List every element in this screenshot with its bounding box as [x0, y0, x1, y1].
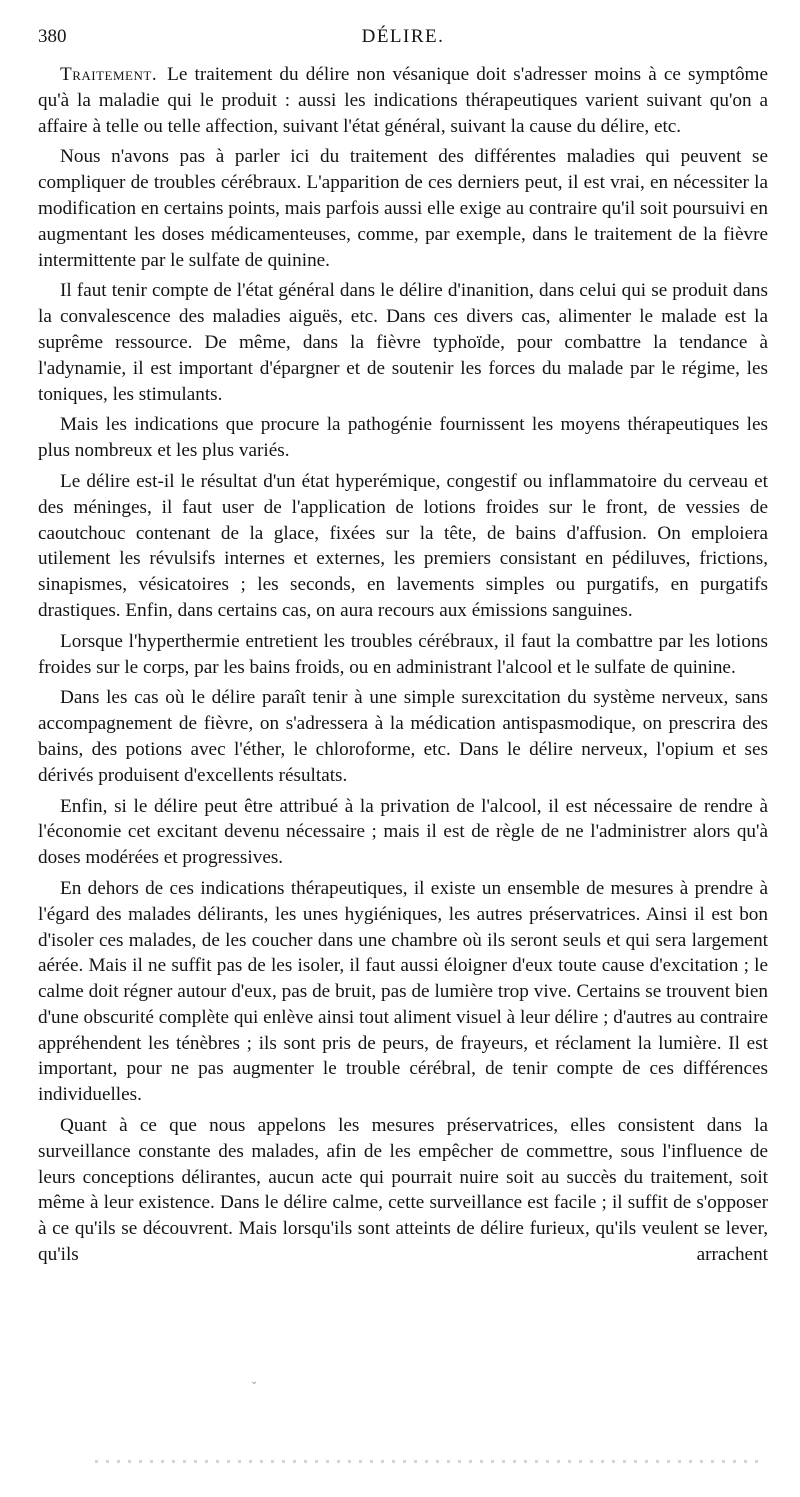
bleed-through-line: [95, 1460, 765, 1463]
paragraph: Lorsque l'hyperthermie entretient les troubles cérébraux, il faut la combattre par les lotions froides sur le corps, par les bains froids, ou en administrant l'alcool et le sulfate de quinine.: [38, 630, 768, 678]
running-title: DÉLIRE.: [361, 26, 445, 47]
paragraph-treatment: [38, 62, 768, 139]
paragraph: Il faut tenir compte de l'état général dans le délire d'inanition, dans celui qui se produit dans la convalescence des maladies aiguës, etc. Dans ces divers cas, alimenter le malade est la suprême ressource. De même, dans la fièvre typhoïde, pour combattre la tendance à l'adynamie, il est important d'épargner et de soutenir les forces du malade par le régime, les toniques, les stimulants.: [38, 280, 768, 405]
running-header: [38, 26, 768, 54]
paragraph: Dans les cas où le délire paraît tenir à une simple surexcitation du système nerveux, sans accompagnement de fièvre, on s'adressera à la médication antispasmodique, on prescrira des bains, des potions avec l'éther, le chloroforme, etc. Dans le délire nerveux, l'opium et ses dérivés produisent d'excellents résultats.: [38, 687, 768, 786]
paragraph: Le délire est-il le résultat d'un état hyperémique, congestif ou inflammatoire du cerveau et des méninges, il faut user de l'application de lotions froides sur le front, de vessies de caoutchouc contenant de la glace, fixées sur la tête, de bains d'affusion. On emploiera utilement les révulsifs internes et externes, les premiers consistant en pédiluves, frictions, sinapismes, vésicatoires ; les seconds, en lavements simples ou purgatifs, en purgatifs drastiques. Enfin, dans certains cas, on aura recours aux émissions sanguines.: [38, 470, 768, 621]
paragraph: Nous n'avons pas à parler ici du traitement des différentes maladies qui peuvent se compliquer de troubles cérébraux. L'apparition de ces derniers peut, il est vrai, en nécessiter la modification en certains points, mais parfois aussi elle exige au contraire qu'il soit poursuivi en augmentant les doses médicamenteuses, comme, par exemple, dans le traitement de la fièvre intermittente par le sulfate de quinine.: [38, 146, 768, 271]
body-text: [38, 62, 768, 1268]
section-heading: Traitement.: [60, 64, 158, 85]
book-page: [38, 26, 768, 1273]
paragraph: Enfin, si le délire peut être attribué à la privation de l'alcool, il est nécessaire de rendre à l'économie cet excitant devenu nécessaire ; mais il est de règle de ne l'administrer alors qu'à doses modérées et progressives.: [38, 795, 768, 869]
paragraph-continued: Quant à ce que nous appelons les mesures préservatrices, elles consistent dans la surveillance constante des malades, afin de les empêcher de commettre, sous l'influence de leurs conceptions délirantes, aucun acte qui pourrait nuire soit au succès du traitement, soit même à leur existence. Dans le délire calme, cette surveillance est facile ; il suffit de s'opposer à ce qu'ils se découvrent. Mais lorsqu'ils sont atteints de délire furieux, qu'ils veulent se lever, qu'ils arrachent: [38, 1115, 768, 1266]
paragraph: En dehors de ces indications thérapeutiques, il existe un ensemble de mesures à prendre à l'égard des malades délirants, les unes hygiéniques, les autres préservatrices. Ainsi il est bon d'isoler ces malades, de les coucher dans une chambre où ils seront seuls et qui sera largement aérée. Mais il ne suffit pas de les isoler, il faut aussi éloigner d'eux toute cause d'excitation ; le calme doit régner autour d'eux, pas de bruit, pas de lumière trop vive. Certains se trouvent bien d'une obscurité complète qui enlève ainsi tout aliment visuel à leur délire ; d'autres au contraire appréhendent les ténèbres ; ils sont pris de peurs, de frayeurs, et réclament la lumière. Il est important, pour ne pas augmenter le trouble cérébral, de tenir compte de ces différences individuelles.: [38, 877, 768, 1106]
ink-speck: ⌄: [250, 1376, 259, 1387]
paragraph: Mais les indications que procure la pathogénie fournissent les moyens thérapeutiques les plus nombreux et les plus variés.: [38, 414, 768, 462]
paragraph-text: Le traitement du délire non vésanique doit s'adresser moins à ce symptôme qu'à la maladie qui le produit : aussi les indications thérapeutiques varient suivant qu'on a affaire à telle ou telle affection, suivant l'état général, suivant la cause du délire, etc.: [38, 64, 768, 137]
page-number: 380: [38, 26, 67, 47]
